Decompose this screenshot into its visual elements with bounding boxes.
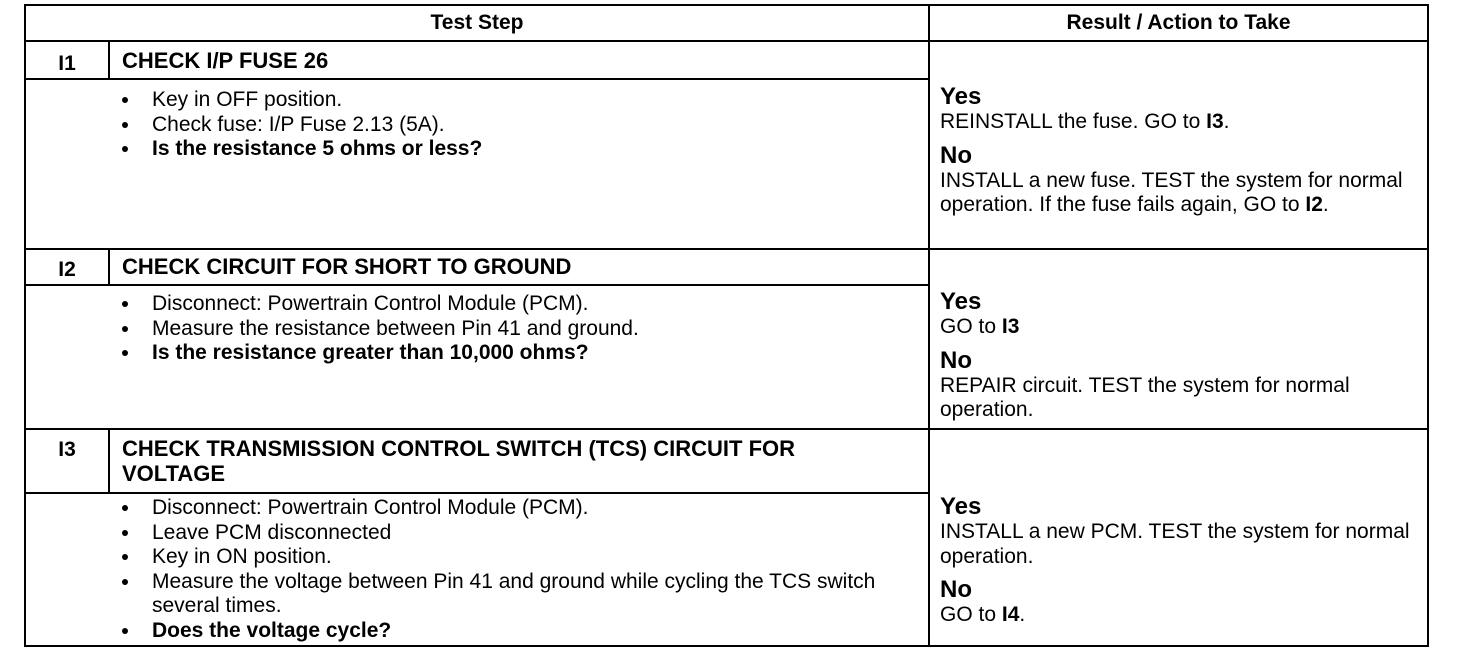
yes-label: Yes — [940, 493, 982, 520]
step-id-divider-i2 — [108, 250, 110, 284]
header-test-step: Test Step — [430, 11, 524, 34]
step-id-divider-i3 — [108, 430, 110, 492]
yes-action: GO to I3 — [940, 315, 1020, 338]
instruction-question: Is the resistance greater than 10,000 ohms? — [120, 341, 920, 366]
instruction-item: Disconnect: Powertrain Control Module (PCM). — [120, 292, 920, 317]
instruction-list-i2 — [120, 292, 920, 366]
step-title-i3: CHECK TRANSMISSION CONTROL SWITCH (TCS) CIRCUIT FOR VOLTAGE — [122, 436, 796, 486]
yes-action: REINSTALL the fuse. GO to I3. — [940, 110, 1230, 133]
step-id-i3: I3 — [58, 438, 76, 461]
instruction-list-i3 — [120, 496, 880, 644]
no-label: No — [940, 576, 972, 603]
step-divider-i2 — [26, 428, 1427, 430]
step-id-divider-i1 — [108, 42, 110, 78]
yes-label: Yes — [940, 83, 982, 110]
diagnostic-test-table — [24, 4, 1429, 647]
no-label: No — [940, 346, 972, 374]
step-title-divider-i3 — [26, 492, 928, 494]
instruction-list-i1 — [120, 88, 920, 162]
yes-action: INSTALL a new PCM. TEST the system for normal operation. — [940, 520, 1410, 568]
result-i1 — [940, 84, 1424, 226]
column-divider — [928, 6, 930, 645]
no-label: No — [940, 141, 972, 169]
step-title-divider-i2 — [26, 284, 928, 286]
step-title-i2: CHECK CIRCUIT FOR SHORT TO GROUND — [122, 254, 572, 279]
instruction-item: Measure the voltage between Pin 41 and ground while cycling the TCS switch several times. — [120, 570, 880, 619]
result-i2 — [940, 289, 1424, 431]
instruction-item: Leave PCM disconnected — [120, 521, 880, 546]
result-i3 — [940, 494, 1424, 636]
instruction-question: Does the voltage cycle? — [120, 619, 880, 644]
instruction-item: Check fuse: I/P Fuse 2.13 (5A). — [120, 113, 920, 138]
header-result-action: Result / Action to Take — [1066, 11, 1291, 34]
no-action: GO to I4. — [940, 603, 1026, 626]
header-divider — [26, 40, 1427, 42]
step-divider-i1 — [26, 248, 1427, 250]
step-title-i1: CHECK I/P FUSE 26 — [122, 48, 329, 73]
step-id-i2: I2 — [58, 258, 76, 281]
instruction-item: Key in OFF position. — [120, 88, 920, 113]
no-action: REPAIR circuit. TEST the system for normal operation. — [940, 373, 1350, 421]
instruction-item: Disconnect: Powertrain Control Module (PCM). — [120, 496, 880, 521]
step-title-divider-i1 — [26, 78, 928, 80]
instruction-item: Measure the resistance between Pin 41 and ground. — [120, 317, 920, 342]
step-id-i1: I1 — [58, 52, 76, 75]
no-action: INSTALL a new fuse. TEST the system for normal operation. If the fuse fails again, GO to I2. — [940, 168, 1403, 216]
instruction-question: Is the resistance 5 ohms or less? — [120, 137, 920, 162]
yes-label: Yes — [940, 288, 982, 315]
instruction-item: Key in ON position. — [120, 545, 880, 570]
